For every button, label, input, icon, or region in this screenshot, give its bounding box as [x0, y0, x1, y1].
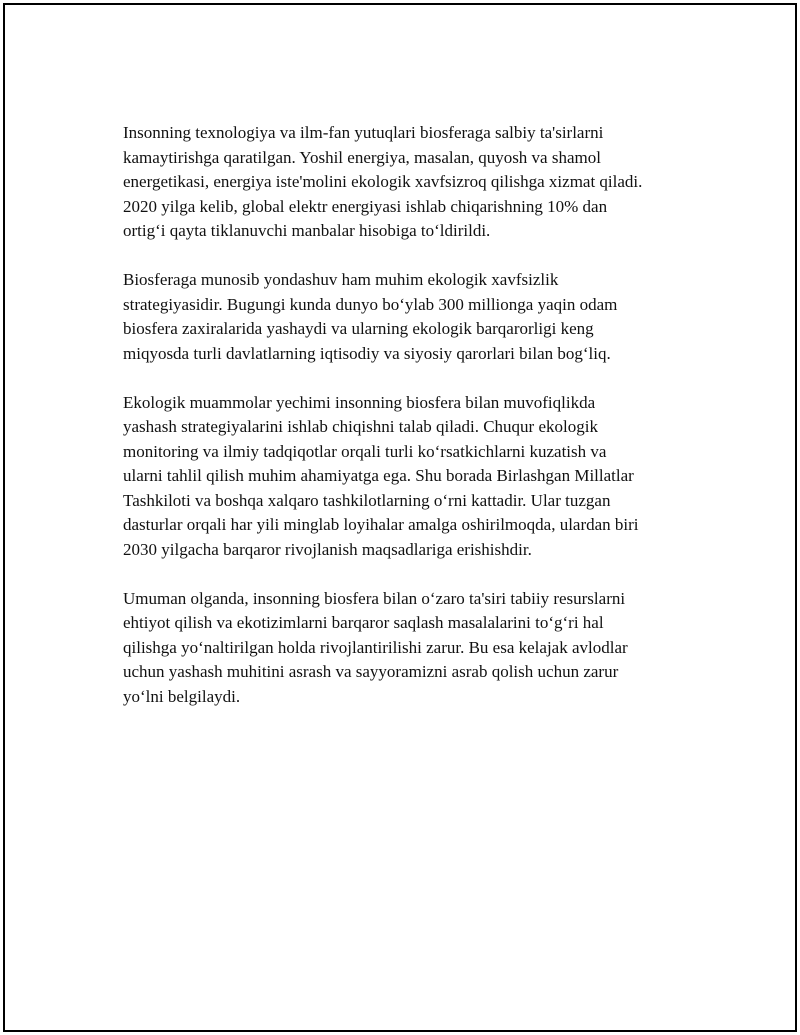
paragraph-2: [123, 268, 703, 366]
text-line: miqyosda turli davlatlarning iqtisodiy va siyosiy qarorlari bilan bog‘liq.: [123, 343, 611, 363]
text-line: kamaytirishga qaratilgan. Yoshil energiya, masalan, quyosh va shamol: [123, 147, 601, 167]
text-line: biosfera zaxiralarida yashaydi va ularning ekologik barqarorligi keng: [123, 319, 594, 338]
text-line: 2020 yilga kelib, global elektr energiyasi ishlab chiqarishning 10% dan: [123, 196, 608, 216]
paragraph-3: [123, 391, 703, 563]
paragraph-4: [123, 587, 703, 710]
text-line: strategiyasidir. Bugungi kunda dunyo bo‘ylab 300 millionga yaqin odam: [123, 294, 618, 314]
text-line: yashash strategiyalarini ishlab chiqishni talab qiladi. Chuqur ekologik: [123, 417, 598, 436]
text-line: Tashkiloti va boshqa xalqaro tashkilotlarning o‘rni kattadir. Ular tuzgan: [123, 490, 611, 510]
page-border: [3, 3, 797, 1032]
text-line: ularni tahlil qilish muhim ahamiyatga ega. Shu borada Birlashgan Millatlar: [123, 466, 634, 485]
text-line: ortig‘i qayta tiklanuvchi manbalar hisobiga to‘ldirildi.: [123, 221, 491, 240]
paragraph-1: [123, 121, 703, 244]
document-body: [123, 121, 703, 734]
text-line: 2030 yilgacha barqaror rivojlanish maqsadlariga erishishdir.: [123, 539, 532, 559]
text-line: yo‘lni belgilaydi.: [123, 686, 241, 706]
text-line: qilishga yo‘naltirilgan holda rivojlantirilishi zarur. Bu esa kelajak avlodlar: [123, 637, 628, 657]
text-line: dasturlar orqali har yili minglab loyihalar amalga oshirilmoqda, ulardan biri: [123, 515, 639, 534]
text-line: monitoring va ilmiy tadqiqotlar orqali turli ko‘rsatkichlarni kuzatish va: [123, 441, 607, 461]
text-line: Ekologik muammolar yechimi insonning biosfera bilan muvofiqlikda: [123, 392, 596, 412]
text-line: Insonning texnologiya va ilm-fan yutuqlari biosferaga salbiy ta'sirlarni: [123, 123, 604, 142]
text-line: energetikasi, energiya iste'molini ekologik xavfsizroq qilishga xizmat qiladi.: [123, 172, 643, 191]
text-line: Biosferaga munosib yondashuv ham muhim ekologik xavfsizlik: [123, 270, 559, 289]
text-line: ehtiyot qilish va ekotizimlarni barqaror saqlash masalalarini to‘g‘ri hal: [123, 613, 604, 632]
text-line: Umuman olganda, insonning biosfera bilan o‘zaro ta'siri tabiiy resurslarni: [123, 588, 626, 608]
text-line: uchun yashash muhitini asrash va sayyoramizni asrab qolish uchun zarur: [123, 662, 619, 681]
